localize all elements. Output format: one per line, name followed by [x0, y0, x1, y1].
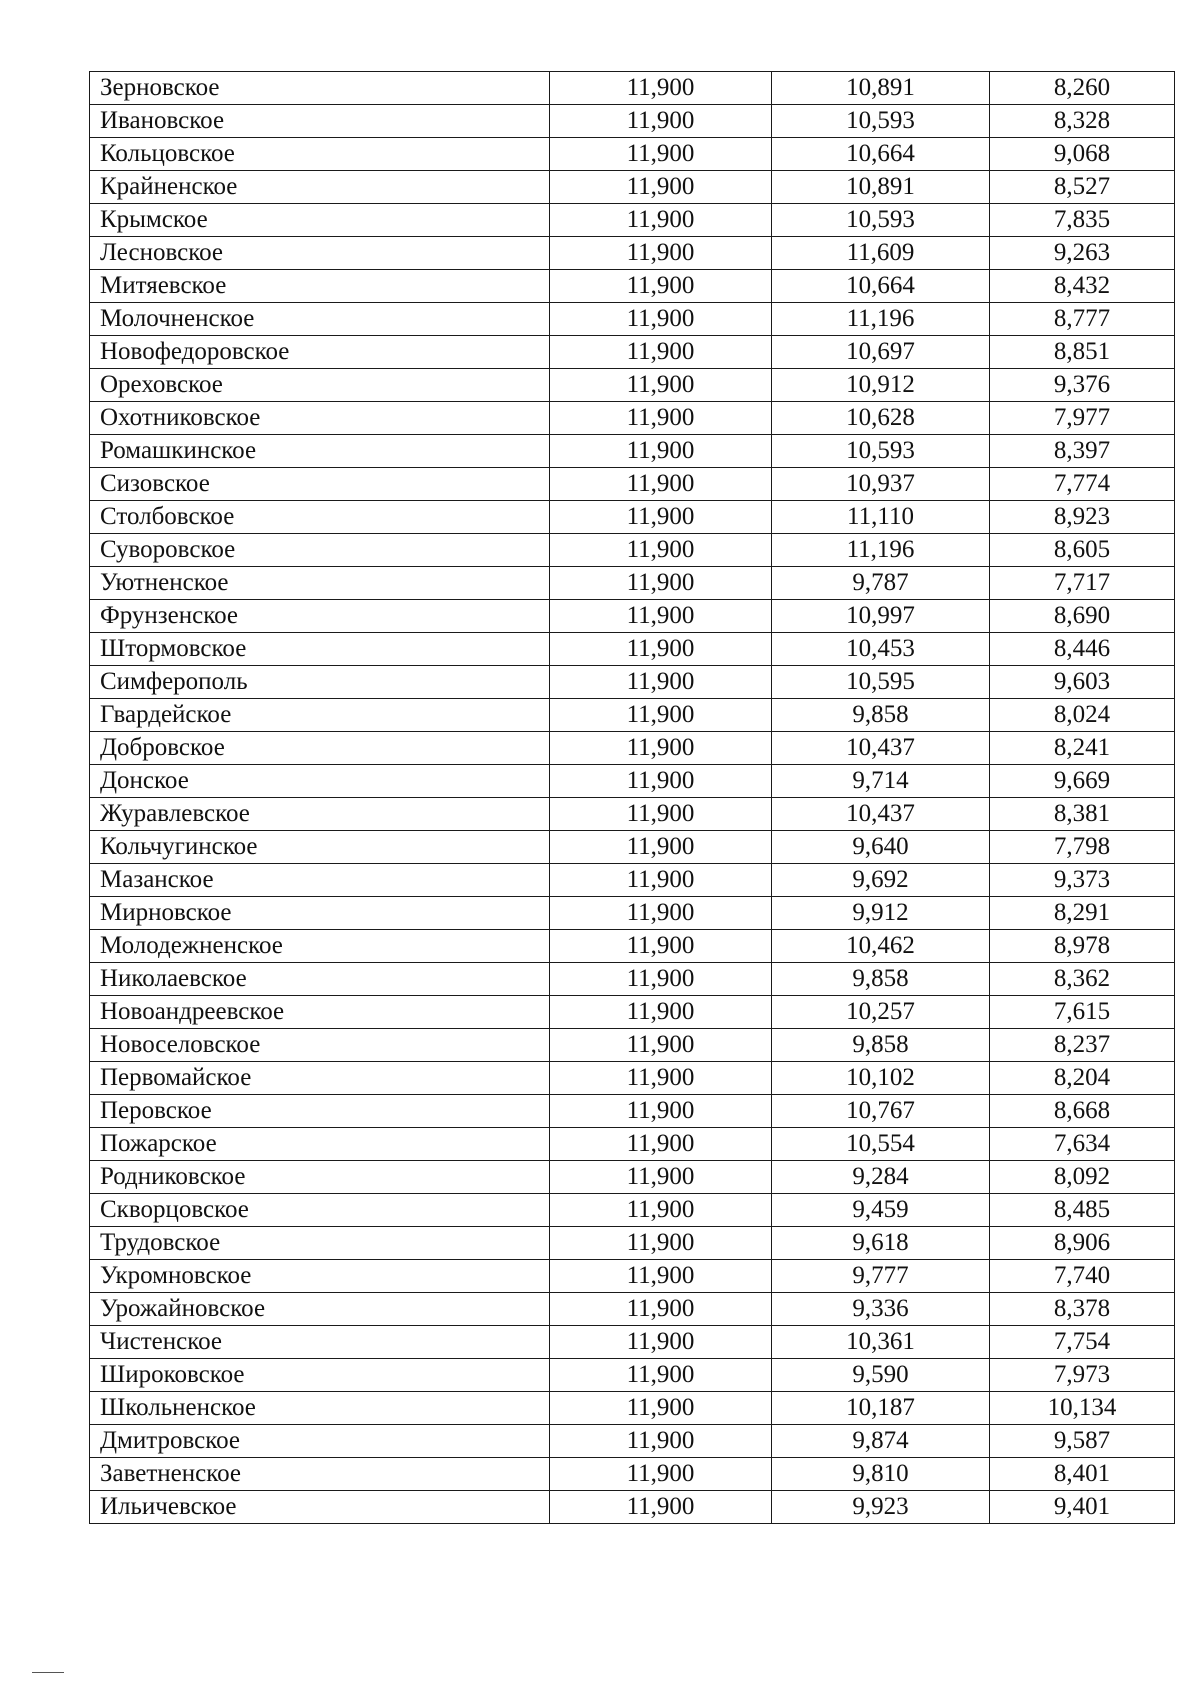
table-row	[90, 1128, 1175, 1161]
table-row	[90, 567, 1175, 600]
settlement-name-cell: Ильичевское	[90, 1491, 550, 1524]
value-cell-col-4: 8,378	[990, 1293, 1175, 1326]
table-row	[90, 237, 1175, 270]
value-cell-col-3: 9,858	[772, 963, 990, 996]
table-row	[90, 1326, 1175, 1359]
settlement-name-cell: Крымское	[90, 204, 550, 237]
value-cell-col-3: 10,437	[772, 798, 990, 831]
table-row	[90, 204, 1175, 237]
value-cell-col-3: 9,590	[772, 1359, 990, 1392]
value-cell-col-3: 9,459	[772, 1194, 990, 1227]
value-cell-col-3: 9,777	[772, 1260, 990, 1293]
value-cell-col-4: 8,906	[990, 1227, 1175, 1260]
value-cell-col-4: 8,241	[990, 732, 1175, 765]
table-row	[90, 435, 1175, 468]
value-cell-col-3: 10,462	[772, 930, 990, 963]
value-cell-col-2: 11,900	[550, 897, 772, 930]
value-cell-col-3: 10,997	[772, 600, 990, 633]
value-cell-col-4: 8,401	[990, 1458, 1175, 1491]
value-cell-col-2: 11,900	[550, 72, 772, 105]
value-cell-col-3: 10,664	[772, 138, 990, 171]
value-cell-col-2: 11,900	[550, 1128, 772, 1161]
settlement-name-cell: Дмитровское	[90, 1425, 550, 1458]
settlement-name-cell: Добровское	[90, 732, 550, 765]
table-row	[90, 534, 1175, 567]
value-cell-col-3: 9,692	[772, 864, 990, 897]
table-row	[90, 699, 1175, 732]
value-cell-col-2: 11,900	[550, 501, 772, 534]
table-row	[90, 270, 1175, 303]
table-row	[90, 1029, 1175, 1062]
value-cell-col-3: 10,912	[772, 369, 990, 402]
value-cell-col-3: 10,664	[772, 270, 990, 303]
settlement-name-cell: Уютненское	[90, 567, 550, 600]
value-cell-col-4: 9,587	[990, 1425, 1175, 1458]
value-cell-col-2: 11,900	[550, 204, 772, 237]
table-row	[90, 798, 1175, 831]
settlement-name-cell: Перовское	[90, 1095, 550, 1128]
settlement-name-cell: Гвардейское	[90, 699, 550, 732]
value-cell-col-2: 11,900	[550, 567, 772, 600]
value-cell-col-2: 11,900	[550, 732, 772, 765]
value-cell-col-4: 9,373	[990, 864, 1175, 897]
value-cell-col-2: 11,900	[550, 1293, 772, 1326]
value-cell-col-2: 11,900	[550, 930, 772, 963]
settlement-name-cell: Суворовское	[90, 534, 550, 567]
settlement-name-cell: Симферополь	[90, 666, 550, 699]
value-cell-col-3: 10,937	[772, 468, 990, 501]
table-row	[90, 1227, 1175, 1260]
value-cell-col-2: 11,900	[550, 1095, 772, 1128]
value-cell-col-2: 11,900	[550, 303, 772, 336]
settlement-name-cell: Ивановское	[90, 105, 550, 138]
settlement-name-cell: Урожайновское	[90, 1293, 550, 1326]
table-body	[90, 72, 1175, 1524]
table-row	[90, 171, 1175, 204]
table-row	[90, 831, 1175, 864]
value-cell-col-4: 8,446	[990, 633, 1175, 666]
value-cell-col-3: 9,714	[772, 765, 990, 798]
settlement-name-cell: Зерновское	[90, 72, 550, 105]
table-row	[90, 369, 1175, 402]
value-cell-col-3: 10,593	[772, 435, 990, 468]
table-row	[90, 765, 1175, 798]
settlement-name-cell: Охотниковское	[90, 402, 550, 435]
value-cell-col-4: 8,024	[990, 699, 1175, 732]
value-cell-col-2: 11,900	[550, 996, 772, 1029]
value-cell-col-4: 9,669	[990, 765, 1175, 798]
value-cell-col-2: 11,900	[550, 1359, 772, 1392]
value-cell-col-4: 9,603	[990, 666, 1175, 699]
value-cell-col-3: 9,923	[772, 1491, 990, 1524]
settlement-name-cell: Кольцовское	[90, 138, 550, 171]
value-cell-col-2: 11,900	[550, 1260, 772, 1293]
table-row	[90, 864, 1175, 897]
table-row	[90, 1392, 1175, 1425]
value-cell-col-4: 8,204	[990, 1062, 1175, 1095]
value-cell-col-2: 11,900	[550, 1458, 772, 1491]
table-row	[90, 666, 1175, 699]
settlement-name-cell: Ореховское	[90, 369, 550, 402]
value-cell-col-3: 9,640	[772, 831, 990, 864]
value-cell-col-2: 11,900	[550, 633, 772, 666]
value-cell-col-4: 8,923	[990, 501, 1175, 534]
value-cell-col-2: 11,900	[550, 270, 772, 303]
value-cell-col-3: 10,628	[772, 402, 990, 435]
value-cell-col-3: 9,336	[772, 1293, 990, 1326]
settlement-name-cell: Столбовское	[90, 501, 550, 534]
table-row	[90, 1194, 1175, 1227]
table-row	[90, 930, 1175, 963]
table-row	[90, 336, 1175, 369]
value-cell-col-4: 7,717	[990, 567, 1175, 600]
value-cell-col-2: 11,900	[550, 1062, 772, 1095]
value-cell-col-4: 8,362	[990, 963, 1175, 996]
value-cell-col-2: 11,900	[550, 831, 772, 864]
value-cell-col-2: 11,900	[550, 369, 772, 402]
value-cell-col-4: 10,134	[990, 1392, 1175, 1425]
settlement-name-cell: Донское	[90, 765, 550, 798]
value-cell-col-3: 9,284	[772, 1161, 990, 1194]
value-cell-col-4: 9,401	[990, 1491, 1175, 1524]
value-cell-col-3: 10,437	[772, 732, 990, 765]
value-cell-col-2: 11,900	[550, 534, 772, 567]
table-row	[90, 501, 1175, 534]
table-row	[90, 105, 1175, 138]
table-row	[90, 138, 1175, 171]
value-cell-col-3: 9,810	[772, 1458, 990, 1491]
value-cell-col-3: 9,858	[772, 1029, 990, 1062]
value-cell-col-3: 10,453	[772, 633, 990, 666]
table-row	[90, 1062, 1175, 1095]
table-row	[90, 303, 1175, 336]
page-corner-mark	[32, 1672, 64, 1673]
value-cell-col-3: 10,257	[772, 996, 990, 1029]
value-cell-col-4: 8,485	[990, 1194, 1175, 1227]
value-cell-col-2: 11,900	[550, 336, 772, 369]
settlement-name-cell: Родниковское	[90, 1161, 550, 1194]
value-cell-col-2: 11,900	[550, 600, 772, 633]
table-row	[90, 963, 1175, 996]
value-cell-col-4: 8,690	[990, 600, 1175, 633]
table-row	[90, 1425, 1175, 1458]
settlement-name-cell: Укромновское	[90, 1260, 550, 1293]
value-cell-col-4: 9,263	[990, 237, 1175, 270]
value-cell-col-4: 8,668	[990, 1095, 1175, 1128]
settlement-name-cell: Первомайское	[90, 1062, 550, 1095]
table-row	[90, 732, 1175, 765]
settlement-name-cell: Школьненское	[90, 1392, 550, 1425]
value-cell-col-4: 8,978	[990, 930, 1175, 963]
value-cell-col-4: 7,798	[990, 831, 1175, 864]
table-row	[90, 1359, 1175, 1392]
value-cell-col-4: 8,605	[990, 534, 1175, 567]
value-cell-col-3: 11,196	[772, 303, 990, 336]
table-row	[90, 1293, 1175, 1326]
value-cell-col-2: 11,900	[550, 402, 772, 435]
value-cell-col-4: 7,754	[990, 1326, 1175, 1359]
value-cell-col-2: 11,900	[550, 765, 772, 798]
value-cell-col-2: 11,900	[550, 468, 772, 501]
value-cell-col-3: 9,787	[772, 567, 990, 600]
settlement-name-cell: Заветненское	[90, 1458, 550, 1491]
settlement-name-cell: Новоселовское	[90, 1029, 550, 1062]
value-cell-col-4: 8,397	[990, 435, 1175, 468]
table-row	[90, 633, 1175, 666]
settlement-name-cell: Штормовское	[90, 633, 550, 666]
value-cell-col-4: 8,237	[990, 1029, 1175, 1062]
value-cell-col-2: 11,900	[550, 435, 772, 468]
table-row	[90, 996, 1175, 1029]
settlement-name-cell: Трудовское	[90, 1227, 550, 1260]
value-cell-col-2: 11,900	[550, 138, 772, 171]
settlement-name-cell: Митяевское	[90, 270, 550, 303]
value-cell-col-2: 11,900	[550, 171, 772, 204]
value-cell-col-2: 11,900	[550, 105, 772, 138]
value-cell-col-4: 9,068	[990, 138, 1175, 171]
value-cell-col-3: 9,618	[772, 1227, 990, 1260]
settlement-name-cell: Сизовское	[90, 468, 550, 501]
settlement-name-cell: Новофедоровское	[90, 336, 550, 369]
value-cell-col-4: 7,740	[990, 1260, 1175, 1293]
settlement-name-cell: Фрунзенское	[90, 600, 550, 633]
value-cell-col-4: 8,777	[990, 303, 1175, 336]
settlement-name-cell: Чистенское	[90, 1326, 550, 1359]
value-cell-col-3: 10,593	[772, 204, 990, 237]
value-cell-col-3: 11,609	[772, 237, 990, 270]
value-cell-col-2: 11,900	[550, 1326, 772, 1359]
value-cell-col-4: 8,527	[990, 171, 1175, 204]
settlement-name-cell: Пожарское	[90, 1128, 550, 1161]
value-cell-col-2: 11,900	[550, 798, 772, 831]
value-cell-col-4: 8,381	[990, 798, 1175, 831]
value-cell-col-2: 11,900	[550, 666, 772, 699]
table-row	[90, 1491, 1175, 1524]
settlement-name-cell: Ромашкинское	[90, 435, 550, 468]
value-cell-col-3: 11,110	[772, 501, 990, 534]
value-cell-col-2: 11,900	[550, 1161, 772, 1194]
value-cell-col-3: 10,697	[772, 336, 990, 369]
value-cell-col-2: 11,900	[550, 699, 772, 732]
settlement-name-cell: Молодежненское	[90, 930, 550, 963]
value-cell-col-4: 7,835	[990, 204, 1175, 237]
settlement-name-cell: Николаевское	[90, 963, 550, 996]
table-row	[90, 1095, 1175, 1128]
value-cell-col-2: 11,900	[550, 1194, 772, 1227]
value-cell-col-2: 11,900	[550, 1227, 772, 1260]
settlement-name-cell: Широковское	[90, 1359, 550, 1392]
value-cell-col-4: 8,432	[990, 270, 1175, 303]
value-cell-col-4: 8,851	[990, 336, 1175, 369]
value-cell-col-2: 11,900	[550, 237, 772, 270]
value-cell-col-4: 7,977	[990, 402, 1175, 435]
table-row	[90, 1458, 1175, 1491]
table-row	[90, 897, 1175, 930]
settlement-name-cell: Мазанское	[90, 864, 550, 897]
value-cell-col-2: 11,900	[550, 1425, 772, 1458]
settlement-name-cell: Скворцовское	[90, 1194, 550, 1227]
table-row	[90, 1161, 1175, 1194]
value-cell-col-4: 7,774	[990, 468, 1175, 501]
value-cell-col-2: 11,900	[550, 1491, 772, 1524]
value-cell-col-3: 9,874	[772, 1425, 990, 1458]
value-cell-col-3: 9,858	[772, 699, 990, 732]
value-cell-col-4: 7,615	[990, 996, 1175, 1029]
table-row	[90, 72, 1175, 105]
value-cell-col-3: 11,196	[772, 534, 990, 567]
value-cell-col-3: 10,891	[772, 171, 990, 204]
data-table	[89, 71, 1175, 1524]
value-cell-col-3: 10,361	[772, 1326, 990, 1359]
value-cell-col-4: 8,328	[990, 105, 1175, 138]
value-cell-col-3: 9,912	[772, 897, 990, 930]
value-cell-col-3: 10,187	[772, 1392, 990, 1425]
value-cell-col-4: 7,973	[990, 1359, 1175, 1392]
settlement-name-cell: Лесновское	[90, 237, 550, 270]
value-cell-col-2: 11,900	[550, 963, 772, 996]
value-cell-col-2: 11,900	[550, 1392, 772, 1425]
value-cell-col-2: 11,900	[550, 864, 772, 897]
value-cell-col-3: 10,554	[772, 1128, 990, 1161]
value-cell-col-4: 7,634	[990, 1128, 1175, 1161]
value-cell-col-4: 8,260	[990, 72, 1175, 105]
value-cell-col-2: 11,900	[550, 1029, 772, 1062]
value-cell-col-3: 10,102	[772, 1062, 990, 1095]
settlement-name-cell: Молочненское	[90, 303, 550, 336]
table-row	[90, 468, 1175, 501]
settlement-name-cell: Новоандреевское	[90, 996, 550, 1029]
table-row	[90, 1260, 1175, 1293]
settlement-name-cell: Кольчугинское	[90, 831, 550, 864]
value-cell-col-4: 9,376	[990, 369, 1175, 402]
value-cell-col-3: 10,891	[772, 72, 990, 105]
settlement-name-cell: Журавлевское	[90, 798, 550, 831]
value-cell-col-3: 10,767	[772, 1095, 990, 1128]
value-cell-col-4: 8,092	[990, 1161, 1175, 1194]
table-row	[90, 402, 1175, 435]
value-cell-col-3: 10,595	[772, 666, 990, 699]
value-cell-col-3: 10,593	[772, 105, 990, 138]
settlement-name-cell: Мирновское	[90, 897, 550, 930]
table-row	[90, 600, 1175, 633]
settlement-name-cell: Крайненское	[90, 171, 550, 204]
value-cell-col-4: 8,291	[990, 897, 1175, 930]
